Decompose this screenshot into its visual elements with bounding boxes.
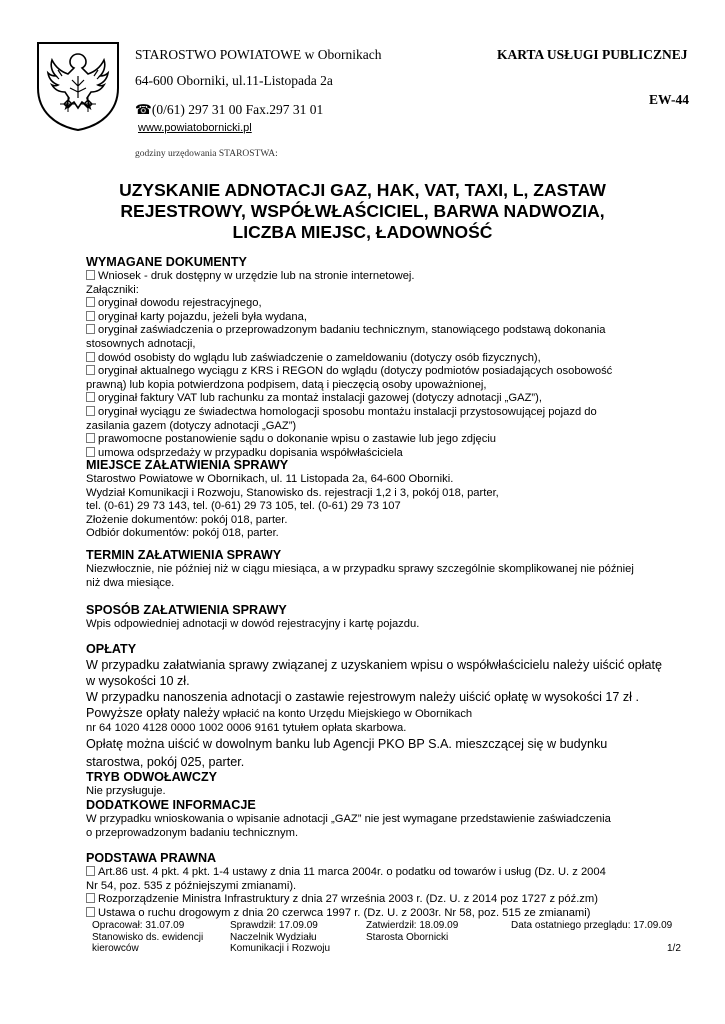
checkbox-icon [86,365,95,375]
checkbox-icon [86,893,95,903]
list-item: dowód osobisty do wglądu lub zaświadczenie o zameldowaniu (dotyczy osób fizycznych), [86,352,686,366]
footer-checked: Sprawdził: 17.09.09 Naczelnik Wydziału Komunikacji i Rozwoju [230,920,331,954]
list-item: prawomocne postanowienie sądu o dokonanie wpisu o zastawie lub jego zdjęciu [86,433,686,447]
list-item: oryginał aktualnego wyciągu z KRS i REGON do wglądu (dotyczy podmiotów posiadających osobowość [86,365,686,379]
section-required-documents [86,255,686,460]
checkbox-icon [86,311,95,321]
checkbox-icon [86,324,95,334]
checkbox-icon [86,352,95,362]
phone-icon: ☎ [135,102,152,117]
section-deadline [86,548,686,590]
list-item: oryginał dowodu rejestracyjnego, [86,297,686,311]
section-additional-info [86,798,686,840]
checkbox-icon [86,406,95,416]
section-heading: PODSTAWA PRAWNA [86,851,217,865]
office-hours: godziny urzędowania STAROSTWA: [135,149,278,159]
text-line: starostwa, pokój 025, parter. [86,755,245,770]
footer-last-review: Data ostatniego przeglądu: 17.09.09 [511,920,673,931]
section-heading: TRYB ODWOŁAWCZY [86,770,218,784]
checkbox-icon [86,392,95,402]
card-type: KARTA USŁUGI PUBLICZNEJ [497,47,688,62]
coat-of-arms-logo [34,40,122,132]
text-line: Niezwłocznie, nie później niż w ciągu miesiąca, a w przypadku sprawy szczególnie skomplikowanej nie później [86,563,634,575]
text-line: W przypadku załatwiania sprawy związanej z uzyskaniem wpisu o współwłaścicielu należy uiścić opłatę [86,658,663,672]
text-line: Starostwo Powiatowe w Obornikach, ul. 11 Listopada 2a, 64-600 Oborniki. [86,473,454,485]
list-item: oryginał zaświadczenia o przeprowadzonym badaniu technicznym, stanowiącego podstawą dokonania [86,324,686,338]
page-number: 1/2 [667,943,681,954]
text-line: Załączniki: [86,283,139,296]
text-line: Złożenie dokumentów: pokój 018, parter. [86,513,288,526]
text-line: niż dwa miesiące. [86,576,175,589]
checkbox-icon [86,866,95,876]
text-line: Wpis odpowiedniej adnotacji w dowód rejestracyjny i kartę pojazdu. [86,618,420,630]
section-heading: TERMIN ZAŁATWIENIA SPRAWY [86,548,282,562]
text-line: Nr 54, poz. 535 z późniejszymi zmianami). [86,879,297,892]
text-line: nr 64 1020 4128 0000 1002 0006 9161 tytułem opłata skarbowa. [86,721,407,734]
section-appeal [86,770,686,799]
text-line: o przeprowadzonym badaniu technicznym. [86,826,299,839]
text-line: Opłatę można uiścić w dowolnym banku lub Agencji PKO BP S.A. mieszczącej się w budynku [86,737,608,752]
section-method [86,603,686,632]
list-item: oryginał wyciągu ze świadectwa homologacji sposobu montażu instalacji przystosowującej pojazd do [86,406,686,420]
text-line: prawną) lub kopia potwierdzona podpisem, datą i pieczęcią osoby upoważnionej, [86,378,487,391]
section-heading: SPOSÓB ZAŁATWIENIA SPRAWY [86,603,287,617]
footer-approved: Zatwierdził: 18.09.09 Starosta Obornicki [366,920,459,943]
section-fees [86,642,686,771]
checkbox-icon [86,907,95,917]
text-line: W przypadku wnioskowania o wpisanie adnotacji „GAZ” nie jest wymagane przedstawienie zaświadczenia [86,813,611,825]
section-legal-basis [86,851,686,920]
footer-prepared: Opracował: 31.07.09 Stanowisko ds. ewidencji kierowców [92,920,204,954]
section-heading: WYMAGANE DOKUMENTY [86,255,247,269]
text-line: Powyższe opłaty należy wpłacić na konto Urzędu Miejskiego w Obornikach [86,706,473,720]
list-item: Rozporządzenie Ministra Infrastruktury z dnia 27 września 2003 r. (Dz. U. z 2014 poz 1727 z póź.zm) [86,893,686,907]
title-line: LICZBA MIEJSC, ŁADOWNOŚĆ [232,222,493,242]
address: 64-600 Oborniki, ul.11-Listopada 2a [135,73,333,88]
text-line: w wysokości 10 zł. [86,674,190,688]
list-item: oryginał faktury VAT lub rachunku za montaż instalacji gazowej (dotyczy adnotacji „GAZ”), [86,392,686,406]
text-line: Wydział Komunikacji i Rozwoju, Stanowisko ds. rejestracji 1,2 i 3, pokój 018, parter, [86,486,499,499]
text-line: W przypadku nanoszenia adnotacji o zastawie rejestrowym należy uiścić opłatę w wysokości 17 zł . [86,690,639,704]
page-title [100,180,625,243]
list-item: umowa odsprzedaży w przypadku dopisania współwłaściciela [86,447,686,461]
section-heading: OPŁATY [86,642,137,656]
text-line: Odbiór dokumentów: pokój 018, parter. [86,527,279,540]
checkbox-icon [86,270,95,280]
list-item: Wniosek - druk dostępny w urzędzie lub na stronie internetowej. [86,270,686,284]
card-code: EW-44 [649,92,689,107]
checkbox-icon [86,297,95,307]
title-line: REJESTROWY, WSPÓŁWŁAŚCICIEL, BARWA NADWOZIA, [120,201,605,221]
section-place [86,458,686,541]
text-line: Nie przysługuje. [86,785,166,797]
section-heading: DODATKOWE INFORMACJE [86,798,256,812]
website-link[interactable]: www.powiatobornicki.pl [138,122,252,134]
list-item: Art.86 ust. 4 pkt. 4 pkt. 1-4 ustawy z dnia 11 marca 2004r. o podatku od towarów i usług (Dz. U. z 2004 [86,866,686,880]
list-item: Ustawa o ruchu drogowym z dnia 20 czerwca 1997 r. (Dz. U. z 2003r. Nr 58, poz. 515 ze zmianami) [86,907,686,921]
checkbox-icon [86,433,95,443]
text-line: zasilania gazem (dotyczy adnotacji „GAZ”) [86,419,297,432]
institution-name: STAROSTWO POWIATOWE w Obornikach [135,47,382,62]
checkbox-icon [86,447,95,457]
text-line: stosownych adnotacji, [86,337,196,350]
list-item: oryginał karty pojazdu, jeżeli była wydana, [86,311,686,325]
section-heading: MIEJSCE ZAŁATWIENIA SPRAWY [86,458,289,472]
title-line: UZYSKANIE ADNOTACJI GAZ, HAK, VAT, TAXI, L, ZASTAW [119,180,606,200]
phone-fax: ☎(0/61) 297 31 00 Fax.297 31 01 [135,102,324,117]
text-line: tel. (0-61) 29 73 143, tel. (0-61) 29 73 105, tel. (0-61) 29 73 107 [86,500,401,513]
